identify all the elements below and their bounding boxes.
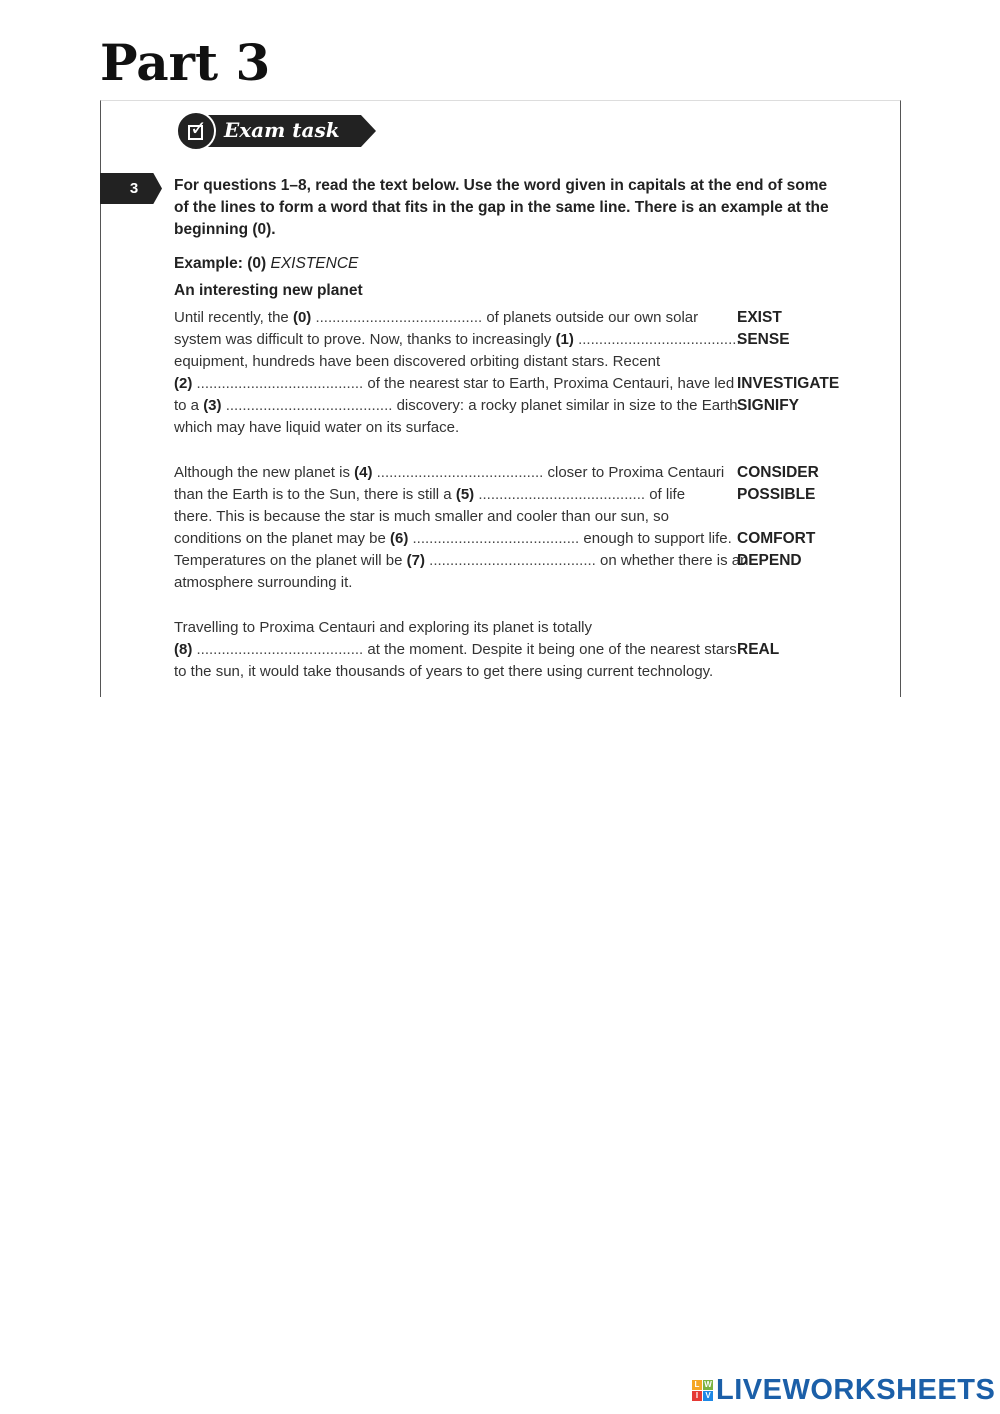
example-answer: EXISTENCE bbox=[270, 255, 359, 272]
text-line bbox=[174, 662, 713, 682]
question-number: 3 bbox=[129, 180, 139, 197]
banner-label: Exam task bbox=[224, 118, 340, 142]
gap-number: (8) bbox=[174, 641, 193, 658]
line-text: to the sun, it would take thousands of years to get there using current technology. bbox=[174, 663, 714, 680]
gap-number: (3) bbox=[203, 397, 222, 414]
example-number: (0) bbox=[247, 255, 267, 272]
example-label: Example: bbox=[174, 255, 243, 272]
line-text: there. This is because the star is much smaller and cooler than our sun, so bbox=[174, 508, 669, 525]
answer-gap[interactable]: ........................................ bbox=[424, 552, 596, 569]
answer-gap[interactable]: ........................................ bbox=[192, 641, 364, 658]
text-line bbox=[174, 485, 685, 505]
page-title: Part 3 bbox=[100, 33, 271, 92]
keyword-signify: SIGNIFY bbox=[737, 397, 800, 414]
line-text: than the Earth is to the Sun, there is still a bbox=[174, 486, 456, 503]
keyword-depend: DEPEND bbox=[737, 552, 802, 569]
keyword-exist: EXIST bbox=[737, 309, 782, 326]
answer-gap[interactable]: ........................................ bbox=[408, 530, 580, 547]
line-text: on whether there is an bbox=[595, 552, 749, 569]
text-line bbox=[174, 463, 724, 483]
keyword-investigate: INVESTIGATE bbox=[737, 375, 840, 392]
instructions: For questions 1–8, read the text below. Use the word given in capitals at the end of some of the lines to form a word that fits in the gap in the same line. There is an example at the beginning (0). bbox=[174, 177, 829, 238]
gap-number: (0) bbox=[292, 309, 312, 326]
line-text: of the nearest star to Earth, Proxima Centauri, have led bbox=[363, 375, 735, 392]
text-line bbox=[174, 330, 745, 350]
text-line bbox=[174, 308, 698, 328]
gap-number: (1) bbox=[555, 331, 574, 348]
gap-number: (5) bbox=[455, 486, 475, 503]
text-line bbox=[174, 551, 748, 571]
gap-number: (7) bbox=[406, 552, 425, 569]
keyword-real: REAL bbox=[737, 641, 780, 658]
text-line bbox=[174, 418, 459, 438]
liveworksheets-logo-icon bbox=[692, 1380, 713, 1401]
gap-number: (2) bbox=[174, 375, 193, 392]
line-text: enough to support life. bbox=[579, 530, 732, 547]
line-text: of life bbox=[645, 486, 686, 503]
logo-square: V bbox=[703, 1391, 713, 1401]
text-title: An interesting new planet bbox=[174, 282, 363, 299]
keyword-possible: POSSIBLE bbox=[737, 486, 816, 503]
line-text: Although the new planet is bbox=[174, 464, 355, 481]
text-line bbox=[174, 640, 737, 660]
line-text: discovery: a rocky planet similar in size to the Earth bbox=[392, 397, 738, 414]
text-line bbox=[174, 374, 734, 394]
example-line bbox=[174, 255, 358, 273]
logo-square: W bbox=[704, 1379, 712, 1389]
text-line bbox=[174, 396, 738, 416]
brand-name: LIVEWORKSHEETS bbox=[716, 1373, 996, 1406]
keyword-comfort: COMFORT bbox=[737, 530, 816, 547]
line-text: which may have liquid water on its surface. bbox=[174, 419, 460, 436]
answer-gap[interactable]: ........................................ bbox=[573, 331, 745, 348]
line-text: system was difficult to prove. Now, thanks to increasingly bbox=[174, 331, 556, 348]
line-text: of planets outside our own solar bbox=[482, 309, 699, 326]
keyword-consider: CONSIDER bbox=[737, 464, 819, 481]
text-line bbox=[174, 529, 732, 549]
answer-gap[interactable]: ........................................ bbox=[311, 309, 483, 326]
line-text: to a bbox=[174, 397, 204, 414]
line-text: equipment, hundreds have been discovered orbiting distant stars. Recent bbox=[174, 353, 661, 370]
line-text: closer to Proxima Centauri bbox=[543, 464, 725, 481]
answer-gap[interactable]: ........................................ bbox=[192, 375, 364, 392]
line-text: conditions on the planet may be bbox=[174, 530, 390, 547]
answer-gap[interactable]: ........................................ bbox=[221, 397, 393, 414]
line-text: at the moment. Despite it being one of the nearest stars bbox=[363, 641, 737, 658]
text-line bbox=[174, 352, 660, 372]
logo-square: L bbox=[692, 1380, 702, 1390]
line-text: Until recently, the bbox=[174, 309, 293, 326]
line-text: atmosphere surrounding it. bbox=[174, 574, 353, 591]
line-text: Travelling to Proxima Centauri and exploring its planet is totally bbox=[174, 619, 592, 636]
gap-number: (6) bbox=[389, 530, 409, 547]
text-line bbox=[174, 507, 669, 527]
text-line bbox=[174, 618, 592, 638]
answer-gap[interactable]: ........................................ bbox=[474, 486, 646, 503]
logo-square: I bbox=[692, 1391, 702, 1401]
answer-gap[interactable]: ........................................ bbox=[372, 464, 544, 481]
liveworksheets-brand bbox=[692, 1374, 995, 1406]
checkbox-tick-icon: ✓ bbox=[176, 111, 216, 151]
gap-number: (4) bbox=[354, 464, 373, 481]
keyword-sense: SENSE bbox=[737, 331, 790, 348]
line-text: Temperatures on the planet will be bbox=[174, 552, 407, 569]
text-line bbox=[174, 573, 352, 593]
